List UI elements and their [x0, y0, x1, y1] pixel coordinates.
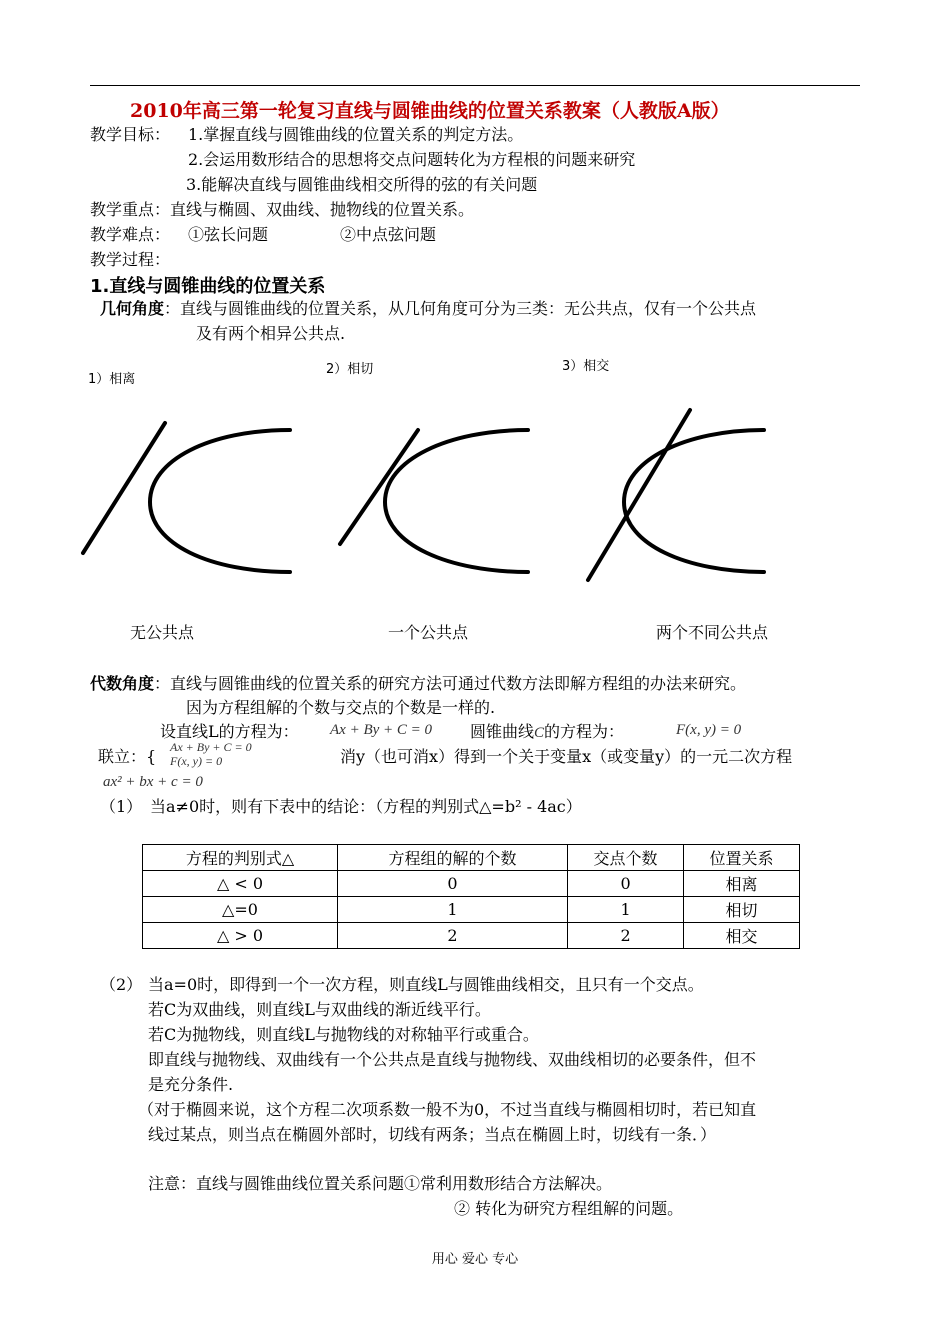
page-footer: 用心 爱心 专心: [431, 1252, 519, 1267]
line-equation: Ax + By + C = 0: [330, 722, 433, 738]
curve-tangent: [385, 430, 528, 572]
goals-label: 教学目标：: [90, 125, 171, 144]
position-diagrams: [0, 380, 950, 620]
table-row: [143, 871, 800, 897]
case2-line-1: 当a=0时，即得到一个一次方程，则直线L与圆锥曲线相交，且只有一个交点。: [148, 975, 704, 994]
table-cell: 1: [337, 897, 567, 923]
algebra-text-2: 因为方程组解的个数与交点的个数是一样的.: [186, 698, 496, 717]
line-tangent: [340, 430, 418, 544]
algebra-label: 代数角度: [90, 674, 155, 693]
geometry-text-2: 及有两个相异公共点.: [196, 324, 346, 343]
curve-separate: [150, 430, 290, 572]
case2-line-2: 若C为双曲线，则直线L与双曲线的渐近线平行。: [148, 1000, 491, 1019]
quadratic-equation: ax² + bx + c = 0: [103, 774, 203, 790]
conic-symbol: C: [534, 725, 545, 741]
difficulty-label: 教学难点：: [90, 225, 171, 244]
geometry-label: 几何角度: [100, 299, 165, 318]
table-cell: △ < 0: [143, 871, 338, 897]
table-cell: 0: [337, 871, 567, 897]
conic-equation: F(x, y) = 0: [676, 722, 742, 738]
curve-intersect: [624, 430, 764, 572]
figure-caption-1: 无公共点: [130, 623, 195, 642]
table-cell: △=0: [143, 897, 338, 923]
elimination-text: 消y（也可消x）得到一个关于变量x（或变量y）的一元二次方程: [340, 747, 793, 766]
table-cell: 相离: [684, 871, 800, 897]
note-line-2: ② 转化为研究方程组解的问题。: [454, 1199, 684, 1218]
line-equation-label: 设直线L的方程为：: [160, 722, 299, 741]
figure-caption-3: 两个不同公共点: [656, 623, 769, 642]
figure-tag-2: 2）相切: [326, 362, 374, 377]
case1-text: 当a≠0时，则有下表中的结论：（方程的判别式△=b² - 4ac）: [150, 797, 582, 816]
table-cell: 1: [568, 897, 684, 923]
table-row: [143, 897, 800, 923]
table-cell: 2: [568, 923, 684, 949]
figure-tag-3: 3）相交: [562, 359, 610, 374]
process-label: 教学过程：: [90, 250, 171, 269]
difficulty-b: ②中点弦问题: [340, 225, 437, 244]
note-line-1: 注意：直线与圆锥曲线位置关系问题①常利用数形结合方法解决。: [148, 1174, 613, 1193]
table-cell: 相交: [684, 923, 800, 949]
case1-number: （1）: [100, 797, 143, 816]
table-header-row: [143, 845, 800, 871]
table-header: 方程组的解的个数: [337, 845, 567, 871]
union-label: 联立：{: [98, 747, 157, 766]
difficulty-a: ①弦长问题: [188, 225, 269, 244]
section-heading: 1.直线与圆锥曲线的位置关系: [90, 276, 326, 297]
case2-number: （2）: [100, 975, 143, 994]
figure-tag-1: 1）相离: [88, 372, 136, 387]
goal-item-2: 2.会运用数形结合的思想将交点问题转化为方程根的问题来研究: [188, 150, 636, 169]
algebra-text: ：直线与圆锥曲线的位置关系的研究方法可通过代数方法即解方程组的办法来研究。: [154, 674, 747, 693]
goal-item-1: 1.掌握直线与圆锥曲线的位置关系的判定方法。: [188, 125, 524, 144]
page-title: 2010年高三第一轮复习直线与圆锥曲线的位置关系教案（人教版A版）: [130, 100, 730, 122]
conic-label: 圆锥曲线: [470, 722, 535, 741]
case2-line-3: 若C为抛物线，则直线L与抛物线的对称轴平行或重合。: [148, 1025, 539, 1044]
table-header: 位置关系: [684, 845, 800, 871]
system-eq-2: F(x, y) = 0: [170, 754, 223, 768]
table-row: [143, 923, 800, 949]
case2-line-4: 即直线与抛物线、双曲线有一个公共点是直线与抛物线、双曲线相切的必要条件，但不: [148, 1050, 757, 1069]
line-intersect: [588, 410, 690, 580]
key-point: 教学重点：直线与椭圆、双曲线、抛物线的位置关系。: [90, 200, 475, 219]
table-cell: △ > 0: [143, 923, 338, 949]
table-cell: 0: [568, 871, 684, 897]
table-header: 交点个数: [568, 845, 684, 871]
table-cell: 2: [337, 923, 567, 949]
discriminant-table: [142, 844, 800, 949]
goal-item-3: 3.能解决直线与圆锥曲线相交所得的弦的有关问题: [186, 175, 538, 194]
system-eq-1: Ax + By + C = 0: [170, 740, 252, 754]
table-header: 方程的判别式△: [143, 845, 338, 871]
ellipse-note-2: 线过某点，则当点在椭圆外部时，切线有两条；当点在椭圆上时，切线有一条．）: [148, 1125, 717, 1144]
table-cell: 相切: [684, 897, 800, 923]
conic-label-2: 的方程为：: [544, 722, 625, 741]
geometry-text: ：直线与圆锥曲线的位置关系，从几何角度可分为三类：无公共点，仅有一个公共点: [164, 299, 757, 318]
ellipse-note-1: （对于椭圆来说，这个方程二次项系数一般不为0，不过当直线与椭圆相切时，若已知直: [138, 1100, 757, 1119]
top-rule: [90, 85, 860, 86]
figure-caption-2: 一个公共点: [388, 623, 469, 642]
case2-line-5: 是充分条件.: [148, 1075, 234, 1094]
